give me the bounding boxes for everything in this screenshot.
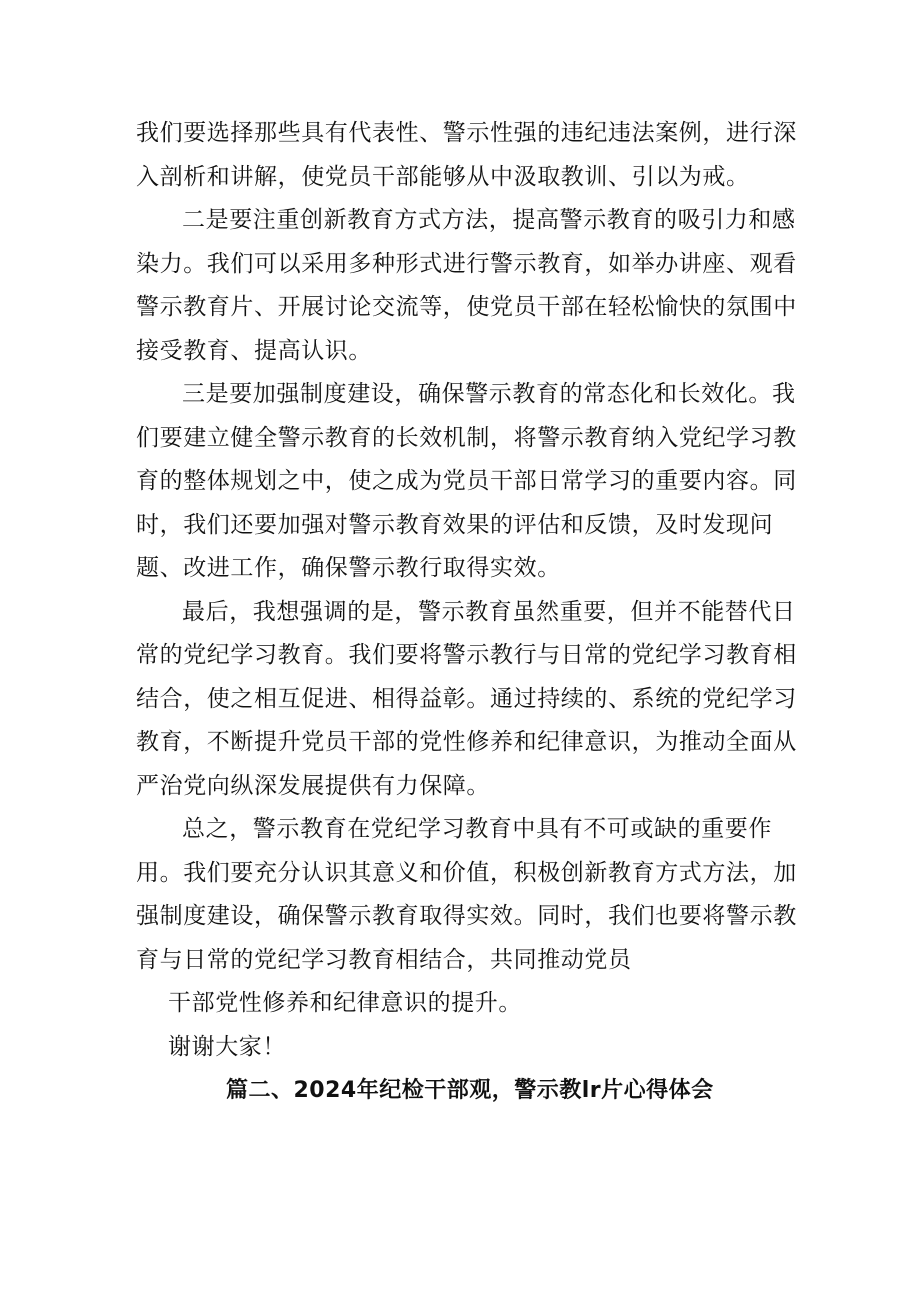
text-line: 结合，使之相互促进、相得益彰。通过持续的、系统的党纪学习: [136, 685, 797, 712]
paragraph-institution: [136, 373, 797, 591]
text-line: 最后，我想强调的是，警示教育虽然重要，但并不能替代日: [182, 598, 796, 625]
text-line: 常的党纪学习教育。我们要将警示教行与日常的党纪学习教育相: [136, 642, 797, 668]
text-line: 接受教育、提高认识。: [136, 337, 372, 364]
text-line: 染力。我们可以采用多种形式进行警示教育，如举办讲座、观看: [136, 250, 797, 277]
text-line: 三是要加强制度建设，确保警示教育的常态化和长效化。我: [182, 381, 796, 407]
text-line: 时，我们还要加强对警示教育效果的评估和反馈，及时发现问: [136, 511, 774, 538]
text-line: 警示教育片、开展讨论交流等，使党员干部在轻松愉快的氛围中: [136, 294, 797, 320]
paragraph-finally: [136, 591, 797, 809]
text-line: 育的整体规划之中，使之成为党员干部日常学习的重要内容。同: [136, 468, 797, 494]
paragraph-summary: [136, 808, 797, 982]
document-body: [136, 112, 797, 1113]
closing-thanks: 谢谢大家！: [168, 1033, 286, 1060]
text-line: 育与日常的党纪学习教育相结合，共同推动党员: [136, 946, 632, 973]
text-line: 用。我们要充分认识其意义和价值，积极创新教育方式方法，加: [136, 859, 797, 886]
text-line: 们要建立健全警示教育的长效机制，将警示教育纳入党纪学习教: [136, 424, 797, 451]
text-line: 题、改进工作，确保警示教行取得实效。: [136, 555, 561, 581]
paragraph-innovation: [136, 199, 797, 373]
section-title: 篇二、2024年纪检干部观，警示教lr片心得体会: [226, 1078, 714, 1103]
text-line: 严治党向纵深发展提供有力保障。: [136, 772, 490, 799]
text-line: 教育，不断提升党员干部的党性修养和纪律意识，为推动全面从: [136, 729, 797, 755]
text-line: 总之，警示教育在党纪学习教育中具有不可或缺的重要作: [182, 816, 772, 842]
paragraph-case-study: [136, 112, 797, 199]
text-line: 二是要注重创新教育方式方法，提高警示教育的吸引力和感: [182, 207, 796, 233]
continuation-line: 干部党性修养和纪律意识的提升。: [168, 990, 522, 1016]
text-line: 强制度建设，确保警示教育取得实效。同时，我们也要将警示教: [136, 903, 797, 929]
text-line: 入剖析和讲解，使党员干部能够从中汲取教训、引以为戒。: [136, 163, 750, 190]
text-line: 我们要选择那些具有代表性、警示性强的违纪违法案例，进行深: [136, 120, 797, 146]
